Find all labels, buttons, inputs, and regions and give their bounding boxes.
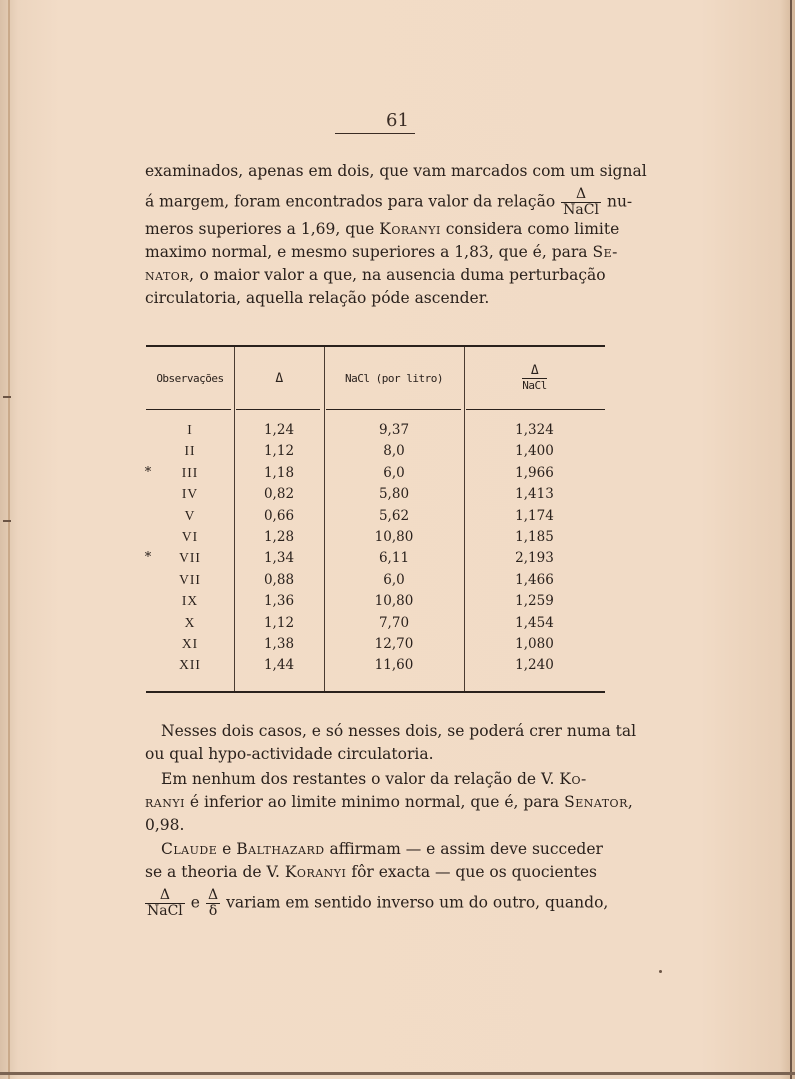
observation-cell: VI [181, 528, 199, 544]
row-mark: * [144, 550, 152, 566]
text-line: 0,98. [145, 816, 185, 834]
fraction-numerator: Δ [207, 887, 219, 903]
fraction-numerator: Δ [561, 187, 601, 203]
margin-mark [3, 520, 11, 522]
ratio-cell: 1,080 [515, 635, 554, 652]
observation-cell: VII [179, 571, 201, 587]
text-line [145, 186, 633, 218]
text-line [145, 861, 607, 884]
observation-cell: V [184, 507, 196, 523]
delta-cell: 0,88 [263, 571, 295, 588]
author-name: Koranyi [284, 863, 347, 881]
text-line [145, 888, 607, 919]
nacl-cell: 11,60 [374, 657, 414, 674]
text-line: circulatoria, aquella relação póde ascender. [145, 289, 490, 307]
ratio-cell: 1,324 [515, 422, 554, 438]
table-row [146, 508, 605, 529]
text-line: Nesses dois casos, e só nesses dois, se poderá crer numa tal [161, 722, 637, 740]
text-span: á margem, foram encontrados para valor da relação [145, 192, 556, 211]
observation-cell: IV [181, 486, 199, 502]
fraction-denominator: δ [208, 903, 218, 919]
table-row [146, 593, 605, 614]
header-observacoes: Observações [156, 371, 224, 385]
text-span: é inferior ao limite minimo normal, que é, para [189, 793, 560, 811]
table-row [146, 572, 605, 593]
text-span: Em nenhum dos restantes o valor da relação de V. [161, 770, 555, 788]
nacl-cell: 10,80 [374, 528, 414, 545]
text-span: meros superiores a 1,69, que [145, 220, 375, 238]
delta-cell: 1,34 [263, 550, 295, 567]
author-name: Se- [592, 243, 618, 261]
author-name: Balthazard [236, 840, 325, 858]
fraction-denominator: NaCl [147, 903, 183, 919]
author-name: Ko- [559, 770, 587, 788]
paragraph-3 [145, 768, 634, 837]
ratio-cell: 1,466 [515, 571, 554, 588]
ratio-cell: 1,240 [515, 657, 554, 674]
paragraph-1 [145, 160, 647, 310]
text-span: variam em sentido inverso um do outro, quando, [226, 893, 609, 912]
margin-mark [3, 396, 11, 398]
delta-cell: 0,66 [263, 507, 295, 524]
observations-table [146, 345, 605, 695]
table-bottom-rule [146, 691, 605, 693]
text-line [145, 218, 620, 241]
page-bottom-edge [0, 1072, 795, 1075]
text-span: nu- [606, 192, 633, 211]
observation-cell: II [184, 443, 196, 459]
observation-cell: XII [179, 657, 201, 673]
nacl-cell: 12,70 [374, 635, 414, 652]
ratio-cell: 1,400 [515, 443, 554, 460]
delta-cell: 1,12 [263, 443, 295, 460]
delta-over-nacl-fraction [145, 888, 185, 919]
table-row [146, 636, 605, 657]
delta-cell: 0,82 [263, 486, 295, 503]
text-span: e [190, 893, 200, 912]
header-ratio [464, 345, 605, 411]
nacl-cell: 7,70 [378, 614, 410, 631]
text-span: fôr exacta — que os quocientes [351, 863, 598, 881]
table-row [146, 465, 605, 486]
page-number-rule [335, 133, 415, 134]
author-name: nator, [145, 266, 195, 284]
ratio-cell: 1,259 [515, 593, 554, 610]
table-body [146, 422, 605, 679]
paragraph-2 [145, 720, 637, 766]
table-row [146, 443, 605, 464]
text-span: e [222, 840, 232, 858]
text-span: maximo normal, e mesmo superiores a 1,83, que é, para [145, 243, 588, 261]
delta-cell: 1,28 [263, 528, 295, 545]
observation-cell: I [187, 422, 193, 437]
nacl-cell: 6,0 [383, 464, 405, 481]
author-name: Claude [161, 840, 218, 858]
ratio-cell: 1,413 [515, 486, 554, 503]
text-line [145, 838, 607, 861]
nacl-cell: 10,80 [374, 593, 414, 610]
text-span: se a theoria de V. [145, 863, 280, 881]
ratio-cell: 1,966 [515, 464, 554, 481]
observation-cell: III [181, 464, 199, 480]
ratio-cell: 2,193 [515, 550, 554, 567]
text-line [145, 241, 618, 264]
page-right-edge [790, 0, 792, 1079]
table-row [146, 615, 605, 636]
text-line: ou qual hypo-actividade circulatoria. [145, 745, 434, 763]
row-mark: * [144, 464, 152, 480]
ratio-cell: 1,454 [515, 614, 554, 631]
table-row [146, 657, 605, 678]
header-nacl: NaCl (por litro) [345, 371, 443, 385]
observation-cell: IX [181, 593, 199, 609]
nacl-cell: 9,37 [378, 422, 410, 438]
author-name: Koranyi [379, 220, 441, 238]
delta-cell: 1,24 [263, 422, 295, 438]
ratio-cell: 1,174 [515, 507, 554, 524]
delta-cell: 1,36 [263, 593, 295, 610]
paragraph-4 [145, 838, 607, 919]
fraction-denominator: NaCl [563, 202, 599, 218]
header-ratio-fraction [522, 364, 547, 393]
author-name: ranyi [145, 793, 185, 811]
text-line [145, 768, 607, 791]
page-left-edge [8, 0, 10, 1079]
table-row [146, 550, 605, 571]
fraction-numerator: Δ [522, 364, 547, 379]
delta-cell: 1,18 [263, 464, 295, 481]
observation-cell: VII [179, 550, 201, 566]
author-name: Senator, [564, 793, 634, 811]
delta-cell: 1,12 [263, 614, 295, 631]
nacl-cell: 5,80 [378, 486, 410, 503]
table-row [146, 422, 605, 443]
delta-cell: 1,44 [263, 657, 295, 674]
paper-speck [659, 970, 662, 973]
ratio-cell: 1,185 [515, 528, 554, 545]
nacl-cell: 6,0 [383, 571, 405, 588]
table-row [146, 529, 605, 550]
delta-over-nacl-fraction [561, 187, 601, 218]
fraction-numerator: Δ [145, 888, 185, 904]
observation-cell: XI [181, 635, 199, 651]
observation-cell: X [184, 614, 196, 630]
text-span: affirmam — e assim deve succeder [329, 840, 603, 858]
fraction-denominator: NaCl [522, 378, 547, 392]
page-number: 61 [386, 110, 409, 131]
header-delta: Δ [275, 370, 283, 386]
text-line [145, 791, 634, 814]
nacl-cell: 5,62 [378, 507, 410, 524]
nacl-cell: 8,0 [383, 443, 405, 460]
text-line [145, 264, 607, 287]
delta-cell: 1,38 [263, 635, 295, 652]
delta-over-delta-fraction [206, 888, 220, 919]
text-span: considera como limite [445, 220, 620, 238]
nacl-cell: 6,11 [378, 550, 410, 567]
table-row [146, 486, 605, 507]
text-line: examinados, apenas em dois, que vam marcados com um signal [145, 162, 647, 180]
text-span: o maior valor a que, na ausencia duma perturbação [199, 266, 606, 284]
